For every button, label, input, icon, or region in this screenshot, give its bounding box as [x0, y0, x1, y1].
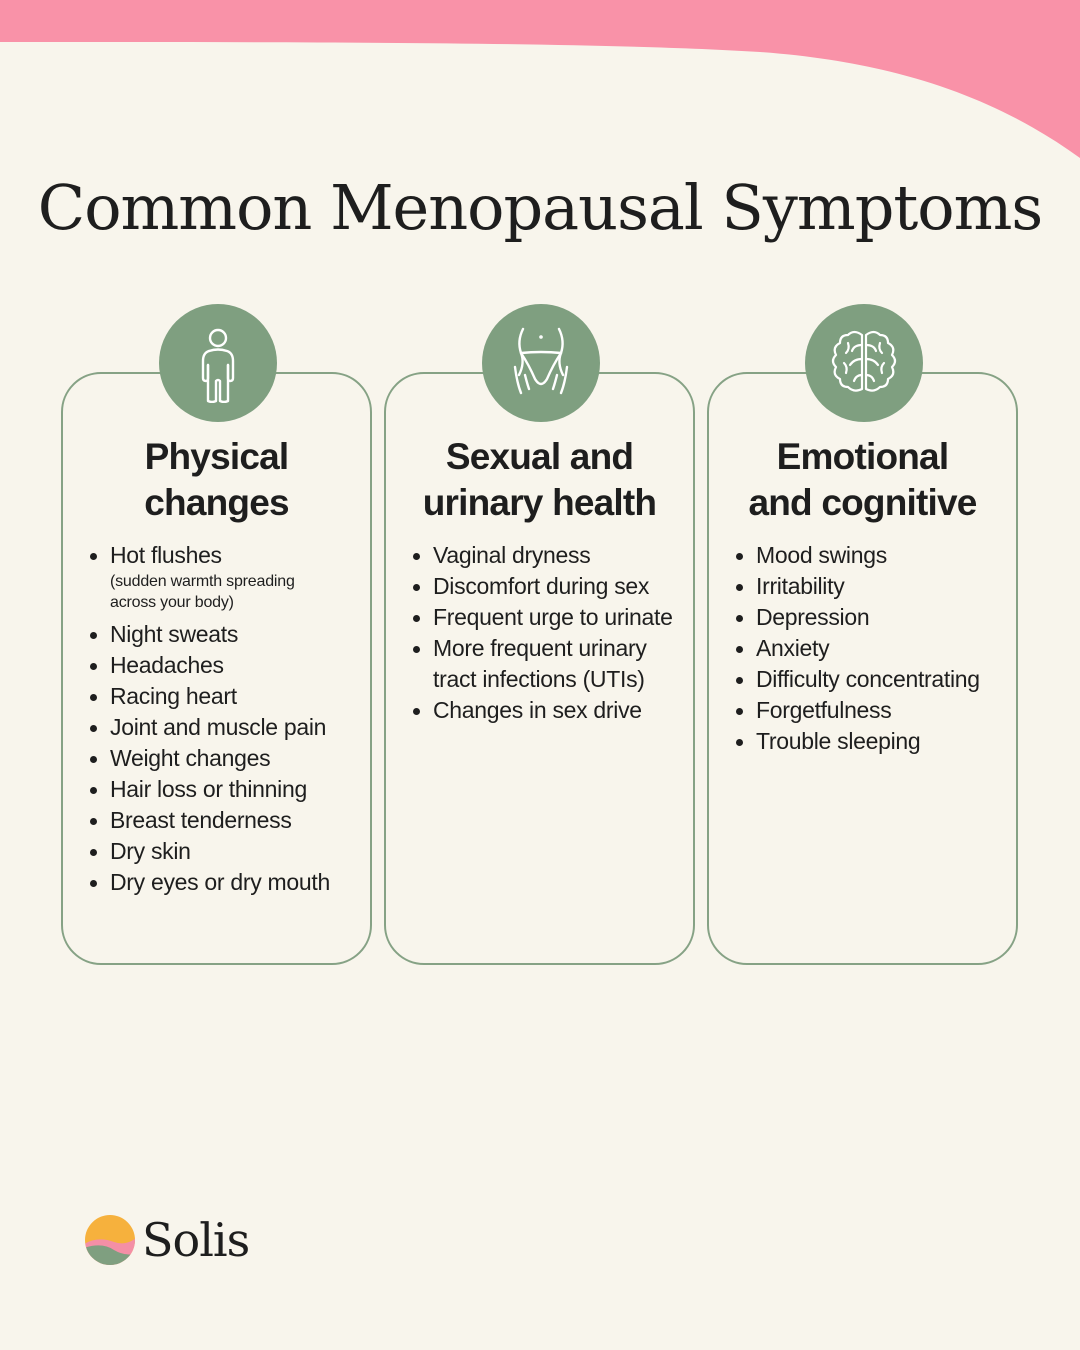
brand-name: Solis — [142, 1213, 250, 1267]
card-sexual-urinary-health — [384, 372, 695, 965]
card-title — [386, 434, 693, 526]
brand-logo — [84, 1214, 249, 1266]
list-item — [756, 664, 1018, 695]
card-title-line: urinary health — [422, 482, 657, 523]
list-item — [756, 540, 1018, 571]
list-item-text: More frequent urinary tract infections (UTIs) — [433, 635, 647, 692]
card-title-line: changes — [144, 482, 289, 523]
list-item — [756, 571, 1018, 602]
list-item-text: Joint and muscle pain — [110, 714, 327, 740]
pelvis-icon — [501, 323, 581, 403]
list-item-text: Depression — [756, 604, 870, 630]
list-item-text: Irritability — [756, 573, 845, 599]
list-item-text: Headaches — [110, 652, 224, 678]
card-physical-changes — [61, 372, 372, 965]
symptom-list — [110, 540, 372, 898]
list-item-text: Breast tenderness — [110, 807, 292, 833]
list-item — [110, 619, 372, 650]
list-item — [110, 867, 372, 898]
symptom-list — [433, 540, 695, 726]
list-item — [433, 633, 695, 695]
card-title-line: Sexual and — [445, 436, 634, 477]
list-item-text: Changes in sex drive — [433, 697, 642, 723]
list-item — [110, 743, 372, 774]
person-icon — [178, 323, 258, 403]
list-item-text: Dry skin — [110, 838, 191, 864]
card-title-line: Emotional — [776, 436, 949, 477]
list-item — [756, 602, 1018, 633]
list-item-text: Trouble sleeping — [756, 728, 921, 754]
list-item-text: Frequent urge to urinate — [433, 604, 673, 630]
list-item-text: Dry eyes or dry mouth — [110, 869, 330, 895]
list-item-text: Discomfort during sex — [433, 573, 650, 599]
list-item — [433, 602, 695, 633]
card-title — [63, 434, 370, 526]
icon-badge — [482, 304, 600, 422]
brain-icon — [824, 323, 904, 403]
solis-logo-icon — [84, 1214, 136, 1266]
card-title — [709, 434, 1016, 526]
card-title-line: and cognitive — [748, 482, 977, 523]
card-title-line: Physical — [144, 436, 289, 477]
list-item-note: (sudden warmth spreading across your body) — [110, 573, 295, 611]
list-item-text: Hair loss or thinning — [110, 776, 307, 802]
list-item — [433, 571, 695, 602]
list-item — [110, 712, 372, 743]
page-title: Common Menopausal Symptoms — [37, 171, 1043, 244]
list-item — [756, 726, 1018, 757]
list-item-text: Racing heart — [110, 683, 237, 709]
list-item-text: Weight changes — [110, 745, 271, 771]
list-item — [110, 681, 372, 712]
list-item — [756, 633, 1018, 664]
list-item — [110, 650, 372, 681]
list-item-text: Forgetfulness — [756, 697, 892, 723]
list-item — [110, 805, 372, 836]
list-item-text: Hot flushes — [110, 542, 222, 568]
symptom-list — [756, 540, 1018, 757]
list-item — [110, 540, 372, 613]
list-item-text: Night sweats — [110, 621, 239, 647]
icon-badge — [159, 304, 277, 422]
list-item-text: Anxiety — [756, 635, 830, 661]
top-wave-decoration — [0, 0, 1080, 170]
icon-badge — [805, 304, 923, 422]
list-item — [756, 695, 1018, 726]
list-item — [110, 774, 372, 805]
list-item-text: Mood swings — [756, 542, 887, 568]
list-item — [110, 836, 372, 867]
card-emotional-cognitive — [707, 372, 1018, 965]
list-item-text: Difficulty concentrating — [756, 666, 980, 692]
list-item — [433, 540, 695, 571]
list-item — [433, 695, 695, 726]
list-item-text: Vaginal dryness — [433, 542, 591, 568]
